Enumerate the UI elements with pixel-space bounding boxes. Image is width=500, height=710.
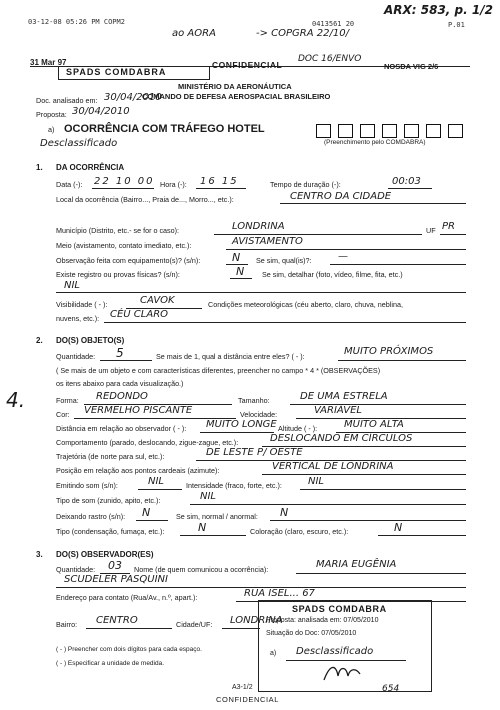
doc-stamp: DOC 16/ENVO: [298, 54, 362, 64]
uf-value[interactable]: PR: [442, 221, 455, 232]
vis-value[interactable]: CAVOK: [140, 295, 175, 306]
a-label: a): [48, 125, 55, 134]
nosda-code: NOSDA VIG 2/6: [384, 62, 439, 71]
cond-label: Condições meteorológicas (céu aberto, claro, chuva, neblina,: [208, 300, 403, 309]
nome-value-2[interactable]: SCUDELER PASQUINI: [64, 574, 168, 585]
cor-value[interactable]: VERMELHO PISCANTE: [84, 405, 193, 416]
tamanho-label: Tamanho:: [238, 396, 270, 405]
coloracao-value[interactable]: N: [394, 521, 403, 534]
routing-note-left: ao AORA: [172, 28, 216, 39]
control-box-2[interactable]: [338, 124, 353, 138]
distancia-value[interactable]: MUITO PRÓXIMOS: [344, 346, 434, 357]
obs-sim-label: Se sim, qual(is)?:: [256, 256, 312, 265]
section3-title: DO(S) OBSERVADOR(ES): [56, 550, 154, 559]
data-value[interactable]: 22 10 00: [94, 176, 155, 187]
vis-label: Visibilidade ( - ):: [56, 300, 108, 309]
stamp-situacao: Situação do Doc: 07/05/2010: [266, 630, 357, 637]
quantidade-value[interactable]: 5: [116, 346, 124, 360]
data-label: Data (-):: [56, 180, 83, 189]
local-value[interactable]: CENTRO DA CIDADE: [290, 191, 392, 202]
nuvens-value[interactable]: CÉU CLARO: [110, 309, 169, 320]
control-box-7[interactable]: [448, 124, 463, 138]
existe-label: Existe registro ou provas físicas? (s/n):: [56, 270, 180, 279]
meio-label: Meio (avistamento, contato imediato, etc.):: [56, 241, 192, 250]
municipio-value[interactable]: LONDRINA: [232, 221, 285, 232]
header-signature: Desclassificado: [40, 138, 118, 149]
section1-number: 1.: [36, 163, 43, 172]
local-label: Local da ocorrência (Bairro..., Praia de..., Morro..., etc.):: [56, 195, 234, 204]
tiposom-label: Tipo de som (zunido, apito, etc.):: [56, 496, 161, 505]
stamp-org: SPADS COMDABRA: [292, 604, 387, 614]
ministry-line2: COMANDO DE DEFESA AEROSPACIAL BRASILEIRO: [142, 92, 331, 101]
control-box-4[interactable]: [382, 124, 397, 138]
tempo-label: Tempo de duração (-):: [270, 180, 341, 189]
endereco-value[interactable]: RUA ISEL... 67: [244, 588, 315, 599]
velocidade-label: Velocidade:: [240, 410, 278, 419]
cidade-label: Cidade/UF:: [176, 620, 213, 629]
altitude-label: Altitude ( - ):: [278, 424, 318, 433]
control-box-6[interactable]: [426, 124, 441, 138]
existe-detalhe[interactable]: NIL: [64, 280, 81, 291]
som-label: Emitindo som (s/n):: [56, 481, 118, 490]
ministry-line1: MINISTÉRIO DA AERONÁUTICA: [178, 82, 292, 91]
fax-header-page: P.01: [448, 21, 465, 29]
altitude-value[interactable]: MUITO ALTA: [344, 419, 404, 430]
rastro-label: Deixando rastro (s/n):: [56, 512, 126, 521]
forma-label: Forma:: [56, 396, 79, 405]
footnote-2: ( - ) Especificar a unidade de medida.: [56, 660, 165, 667]
som-value[interactable]: NIL: [148, 476, 165, 487]
section2-note1: ( Se mais de um objeto e com características diferentes, preencher no campo * 4 * (OBSERVAÇÕES): [56, 366, 381, 375]
section2-title: DO(S) OBJETO(S): [56, 336, 125, 345]
header-date: 31 Mar 97: [30, 58, 67, 67]
meio-value[interactable]: AVISTAMENTO: [232, 236, 303, 247]
tempo-value[interactable]: 00:03: [392, 176, 421, 187]
footer-classification: CONFIDENCIAL: [216, 695, 280, 704]
endereco-label: Endereço para contato (Rua/Av., n.º, apart.):: [56, 593, 198, 602]
control-box-3[interactable]: [360, 124, 375, 138]
doc-analisado-value: 30/04/2010: [104, 92, 162, 103]
existe-value[interactable]: N: [236, 265, 245, 278]
proposta-label: Proposta:: [36, 110, 67, 119]
control-box-1[interactable]: [316, 124, 331, 138]
doc-analisado-label: Doc. analisado em:: [36, 96, 98, 105]
quantidade-label: Quantidade:: [56, 352, 96, 361]
stamp-initials-mark: [322, 662, 362, 684]
section3-number: 3.: [36, 550, 43, 559]
hora-value[interactable]: 16 15: [200, 176, 239, 187]
footer-code: A3-1/2: [232, 684, 253, 691]
fax-header-left: 03-12-08 05:26 PM COPM2: [28, 18, 125, 26]
hora-label: Hora (-):: [160, 180, 187, 189]
control-box-5[interactable]: [404, 124, 419, 138]
coloracao-label: Coloração (claro, escuro, etc.):: [250, 527, 349, 536]
arx-annotation: ARX: 583, p. 1/2: [384, 3, 493, 17]
bairro-label: Bairro:: [56, 620, 78, 629]
org-name: SPADS COMDABRA: [66, 67, 167, 77]
obs-label: Observação feita com equipamento(s)? (s/n):: [56, 256, 201, 265]
rastro-sim-value[interactable]: N: [280, 506, 289, 519]
nome-label: Nome (de quem comunicou a ocorrência):: [134, 565, 269, 574]
comportamento-label: Comportamento (parado, deslocando, zigue-zague, etc.):: [56, 438, 239, 447]
existe-sim-label: Se sim, detalhar (foto, vídeo, filme, fita, etc.): [262, 270, 403, 279]
rastro-value[interactable]: N: [142, 506, 151, 519]
velocidade-value[interactable]: VARIÁVEL: [314, 405, 362, 416]
distobs-value[interactable]: MUITO LONGE: [206, 419, 277, 430]
uf-label: UF: [426, 226, 436, 235]
intensidade-label: Intensidade (fraco, forte, etc.):: [186, 481, 282, 490]
section2-number: 2.: [36, 336, 43, 345]
obs-value[interactable]: N: [232, 251, 241, 264]
section2-note2: os itens abaixo para cada visualização.): [56, 379, 184, 388]
tipo-value[interactable]: N: [198, 521, 207, 534]
posicao-value[interactable]: VERTICAL DE LONDRINA: [272, 461, 394, 472]
classification-header: CONFIDENCIAL: [212, 60, 283, 70]
tiposom-value[interactable]: NIL: [200, 491, 217, 502]
proposta-value: 30/04/2010: [72, 106, 130, 117]
distobs-label: Distância em relação ao observador ( - ):: [56, 424, 187, 433]
tipo-label: Tipo (condensação, fumaça, etc.):: [56, 527, 165, 536]
nuvens-label: nuvens, etc.):: [56, 314, 100, 323]
tamanho-value[interactable]: DE UMA ESTRELA: [300, 391, 388, 402]
rastro-sim-label: Se sim, normal / anormal:: [176, 512, 258, 521]
comportamento-value[interactable]: DESLOCANDO EM CÍRCULOS: [270, 433, 413, 444]
cor-label: Cor:: [56, 410, 70, 419]
fax-header-number: 0413561 20: [312, 20, 355, 28]
forma-value[interactable]: REDONDO: [96, 391, 148, 402]
preenchimento-note: (Preenchimento pelo COMDABRA): [324, 139, 426, 146]
margin-mark: 4.: [6, 388, 26, 412]
stamp-signature: Desclassificado: [296, 646, 374, 657]
cidade-value[interactable]: LONDRINA: [230, 615, 283, 626]
routing-note-right: -> COPGRA 22/10/: [256, 28, 349, 39]
municipio-label: Município (Distrito, etc.- se for o caso):: [56, 226, 180, 235]
trajetoria-value[interactable]: DE LESTE P/ OESTE: [206, 447, 303, 458]
nome-value[interactable]: MARIA EUGÊNIA: [316, 559, 397, 570]
stamp-a-label: a): [270, 650, 277, 657]
observador-quant-value[interactable]: 03: [108, 559, 122, 572]
footnote-1: ( - ) Preencher com dois dígitos para cada espaço.: [56, 646, 202, 653]
section1-title: DA OCORRÊNCIA: [56, 163, 125, 172]
posicao-label: Posição em relação aos pontos cardeais (azimute):: [56, 466, 220, 475]
intensidade-value[interactable]: NIL: [308, 476, 325, 487]
footer-page-number: 654: [382, 684, 400, 694]
form-title: OCORRÊNCIA COM TRÁFEGO HOTEL: [64, 123, 265, 135]
trajetoria-label: Trajetória (de norte para sul, etc.):: [56, 452, 165, 461]
bairro-value[interactable]: CENTRO: [96, 615, 138, 626]
observador-quant-label: Quantidade:: [56, 565, 96, 574]
obs-sim-value[interactable]: —: [338, 251, 348, 262]
distancia-label: Se mais de 1, qual a distância entre eles? ( - ):: [156, 352, 305, 361]
stamp-proposta: Proposta: analisada em: 07/05/2010: [266, 617, 379, 624]
